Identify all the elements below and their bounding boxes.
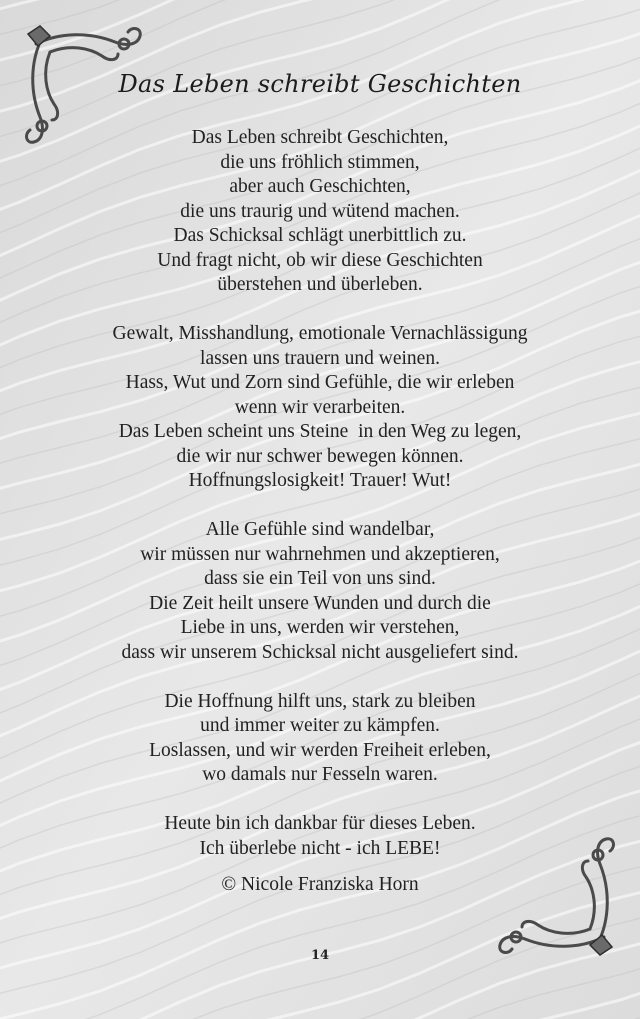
poem-line: wo damals nur Fesseln waren. [202, 764, 438, 785]
poem-line: Und fragt nicht, ob wir diese Geschichten [157, 249, 483, 271]
poem-line: die wir nur schwer bewegen können. [176, 445, 464, 467]
poem-line: wir müssen nur wahrnehmen und akzeptieren, [140, 543, 500, 565]
poem-line: Alle Gefühle sind wandelbar, [205, 519, 435, 540]
poem-line: lassen uns trauern und weinen. [200, 347, 440, 369]
stanza [0, 126, 640, 298]
poem-line: wenn wir verarbeiten. [234, 396, 406, 418]
poem-line: Das Leben scheint uns Steine in den Weg zu legen, [118, 421, 522, 442]
stanza [0, 322, 640, 494]
stanza [0, 690, 640, 788]
poem-title: Das Leben schreibt Geschichten [118, 70, 522, 98]
poem-body [0, 126, 640, 886]
poem-line: die uns traurig und wütend machen. [180, 200, 460, 222]
poem-line: Ich überlebe nicht - ich LEBE! [199, 837, 441, 859]
poem-line: Hass, Wut und Zorn sind Gefühle, die wir erleben [125, 372, 515, 393]
poem-line: Das Leben schreibt Geschichten, [191, 127, 449, 148]
copyright-line: © Nicole Franziska Horn [221, 874, 419, 895]
poem-line: Die Zeit heilt unsere Wunden und durch die [149, 592, 491, 614]
poem-line: Liebe in uns, werden wir verstehen, [180, 617, 460, 638]
stanza [0, 812, 640, 861]
poem-line: Gewalt, Misshandlung, emotionale Vernachlässigung [112, 323, 528, 344]
poem-line: Heute bin ich dankbar für dieses Leben. [164, 813, 476, 834]
poem-line: Die Hoffnung hilft uns, stark zu bleiben [164, 690, 476, 712]
poem-line: Das Schicksal schlägt unerbittlich zu. [173, 225, 467, 246]
stanza [0, 518, 640, 665]
poem-line: dass wir unserem Schicksal nicht ausgeliefert sind. [121, 641, 519, 663]
poem-line: die uns fröhlich stimmen, [220, 151, 420, 173]
poem-line: dass sie ein Teil von uns sind. [204, 568, 436, 589]
poem-line: aber auch Geschichten, [229, 176, 411, 197]
poem-line: Hoffnungslosigkeit! Trauer! Wut! [188, 470, 452, 491]
poem-line: und immer weiter zu kämpfen. [200, 715, 440, 736]
poem-line: überstehen und überleben. [217, 274, 423, 295]
poem-line: Loslassen, und wir werden Freiheit erleben, [149, 739, 491, 761]
page-number: 14 [310, 948, 330, 963]
